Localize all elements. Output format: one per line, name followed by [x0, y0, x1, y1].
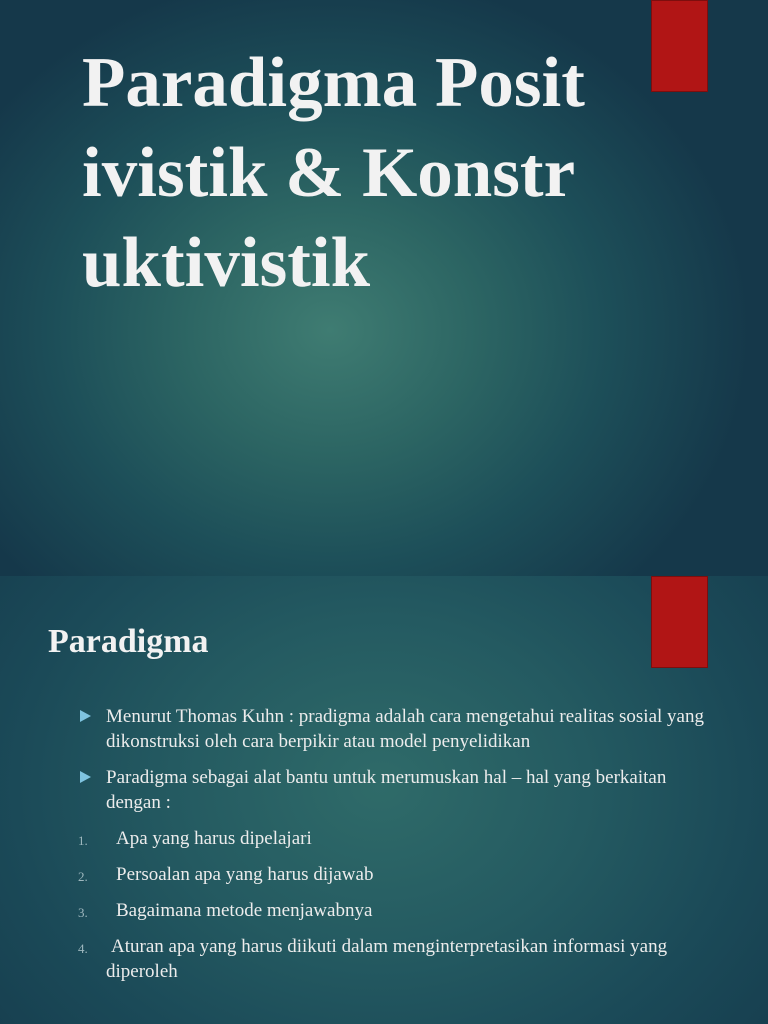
- item-number: 1.: [78, 833, 88, 848]
- accent-bar: [651, 0, 708, 92]
- list-item: [78, 765, 718, 815]
- numbered-item: [78, 862, 718, 887]
- numbered-item: [78, 934, 718, 984]
- content-slide: [0, 576, 768, 1024]
- item-text: Persoalan apa yang harus dijawab: [116, 864, 374, 885]
- content-list: [78, 704, 718, 995]
- item-number: 2.: [78, 869, 88, 884]
- slide-title: Paradigma Positivistik & Konstruktivistik: [82, 44, 585, 302]
- numbered-item: [78, 826, 718, 851]
- triangle-bullet-icon: [80, 771, 91, 783]
- numbered-item: [78, 898, 718, 923]
- item-number: 4.: [78, 941, 88, 956]
- section-heading: Paradigma: [48, 623, 209, 660]
- item-text: Bagaimana metode menjawabnya: [116, 900, 373, 921]
- triangle-bullet-icon: [80, 710, 91, 722]
- bullet-text: Paradigma sebagai alat bantu untuk merumuskan hal – hal yang berkaitan dengan :: [106, 767, 667, 813]
- item-text: Apa yang harus dipelajari: [116, 828, 312, 849]
- item-text: Aturan apa yang harus diikuti dalam menginterpretasikan informasi yang diperoleh: [106, 936, 668, 982]
- bullet-text: Menurut Thomas Kuhn : pradigma adalah cara mengetahui realitas sosial yang dikonstruksi oleh cara berpikir atau model penyelidikan: [106, 706, 704, 752]
- accent-bar: [651, 576, 708, 668]
- list-item: [78, 704, 718, 754]
- item-number: 3.: [78, 905, 88, 920]
